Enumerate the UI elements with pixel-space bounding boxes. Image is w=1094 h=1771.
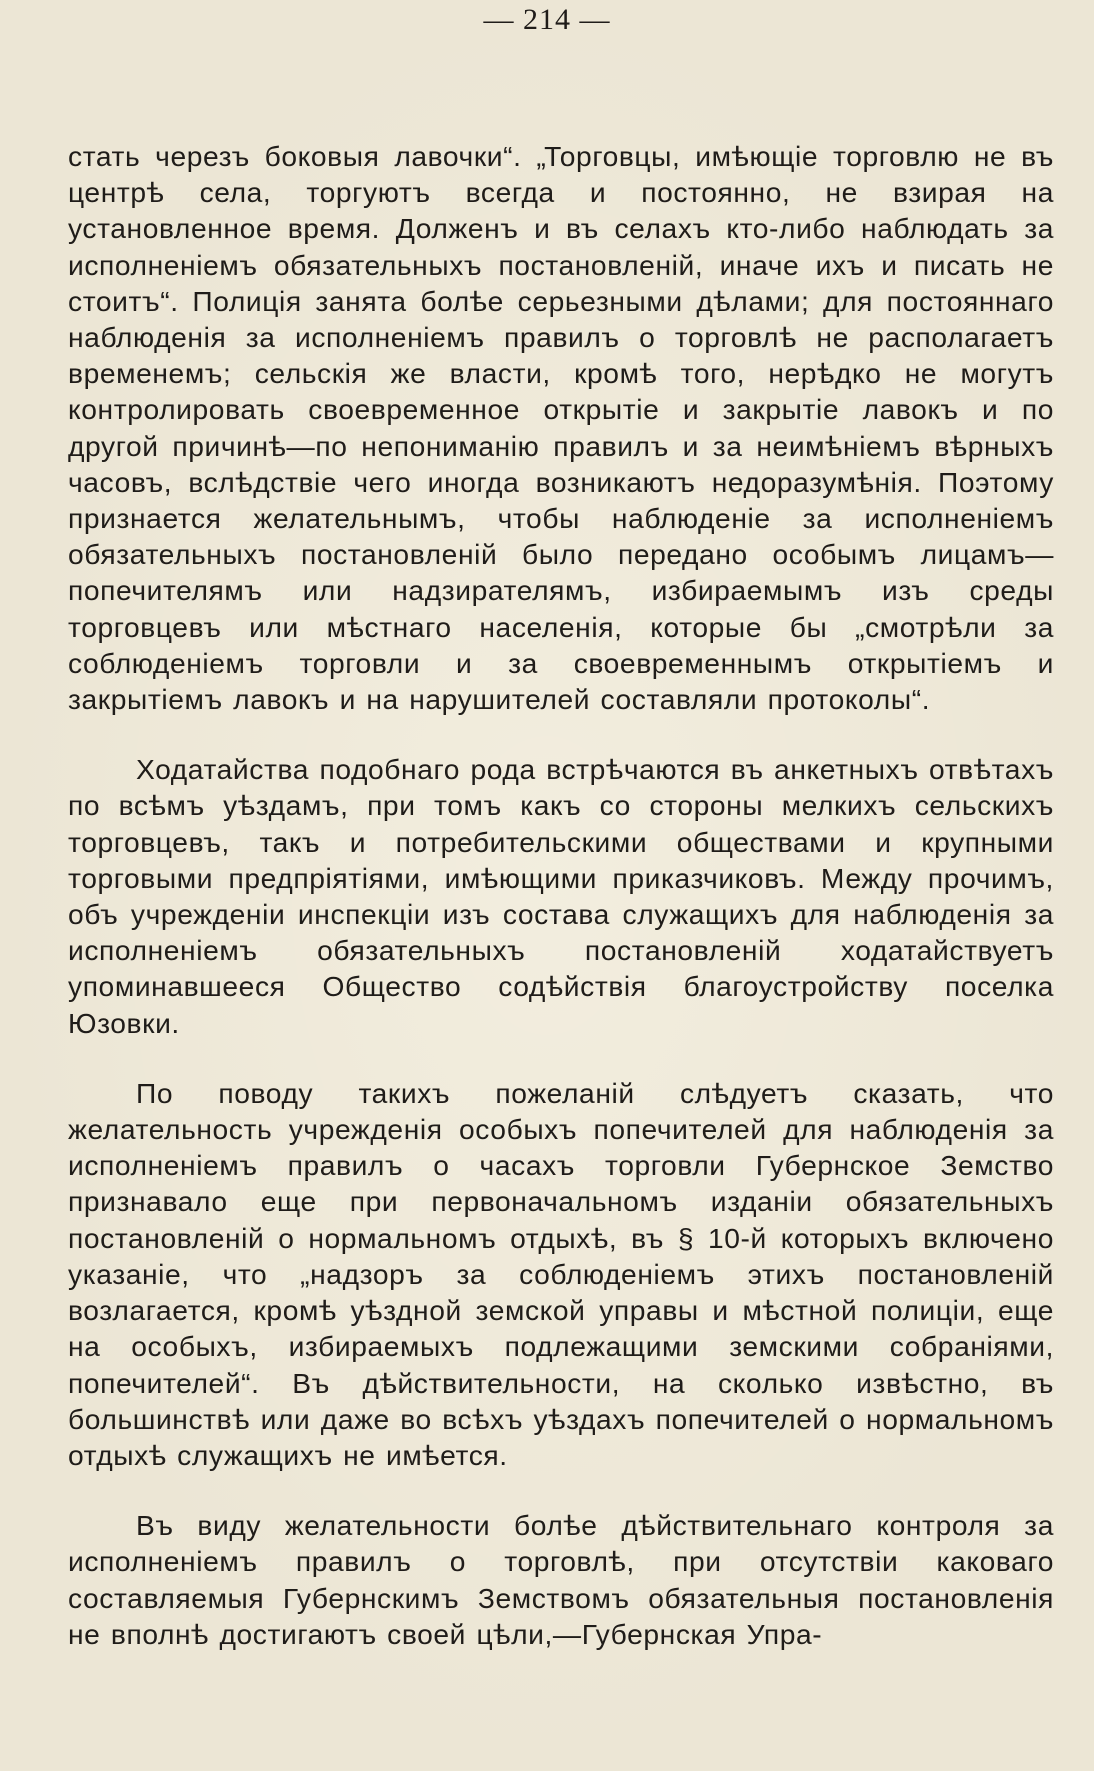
paragraph-1: стать черезъ боковыя лавочки“. „Торговцы, имѣющіе торговлю не въ центрѣ села, торгуютъ всегда и постоянно, не взирая на установленное время. Долженъ и въ селахъ кто-либо наблюдать за исполненіемъ обязательныхъ постановленій, иначе ихъ и писать не стоитъ“. Полиція занята болѣе серьезными дѣлами; для постояннаго наблюденія за исполненіемъ правилъ о торговлѣ не располагаетъ временемъ; сельскія же власти, кромѣ того, нерѣдко не могутъ контролировать своевременное открытіе и закрытіе лавокъ и по другой причинѣ—по непониманію правилъ и за неимѣніемъ вѣрныхъ часовъ, вслѣдствіе чего иногда возникаютъ недоразумѣнія. Поэтому признается желательнымъ, чтобы наблюденіе за исполненіемъ обязательныхъ постановленій было передано особымъ лицамъ—попечителямъ или надзирателямъ, избираемымъ изъ среды торговцевъ или мѣстнаго населенія, которые бы „смотрѣли за соблюденіемъ торговли и за своевременнымъ открытіемъ и закрытіемъ лавокъ и на нарушителей составляли протоколы“. — [68, 140, 1054, 716]
paragraph-3: По поводу такихъ пожеланій слѣдуетъ сказать, что желательность учрежденія особыхъ попечителей для наблюденія за исполненіемъ правилъ о часахъ торговли Губернское Земство признавало еще при первоначальномъ изданіи обязательныхъ постановленій о нормальномъ отдыхѣ, въ § 10-й которыхъ включено указаніе, что „надзоръ за соблюденіемъ этихъ постановленій возлагается, кромѣ уѣздной земской управы и мѣстной полиціи, еще на особыхъ, избираемыхъ подлежащими земскими собраніями, попечителей“. Въ дѣйствительности, на сколько извѣстно, въ большинствѣ или даже во всѣхъ уѣздахъ попечителей о нормальномъ отдыхѣ служащихъ не имѣется. — [68, 1076, 1054, 1471]
paragraph-2: Ходатайства подобнаго рода встрѣчаются въ анкетныхъ отвѣтахъ по всѣмъ уѣздамъ, при томъ какъ со стороны мелкихъ сельскихъ торговцевъ, такъ и потребительскими обществами и крупными торговыми предпріятіями, имѣющими приказчиковъ. Между прочимъ, объ учрежденіи инспекціи изъ состава служащихъ для наблюденія за исполненіемъ обязательныхъ постановленій ходатайствуетъ упоминавшееся Общество содѣйствія благоустройству поселка Юзовки. — [68, 753, 1054, 1039]
paragraph-4: Въ виду желательности болѣе дѣйствительнаго контроля за исполненіемъ правилъ о торговлѣ, при отсутствіи каковаго составляемыя Губернскимъ Земствомъ обязательныя постановленія не вполнѣ достигаютъ своей цѣли,—Губернская Упра- — [68, 1509, 1054, 1650]
page-number: — 214 — — [483, 3, 611, 36]
body-text — [68, 138, 1054, 1652]
